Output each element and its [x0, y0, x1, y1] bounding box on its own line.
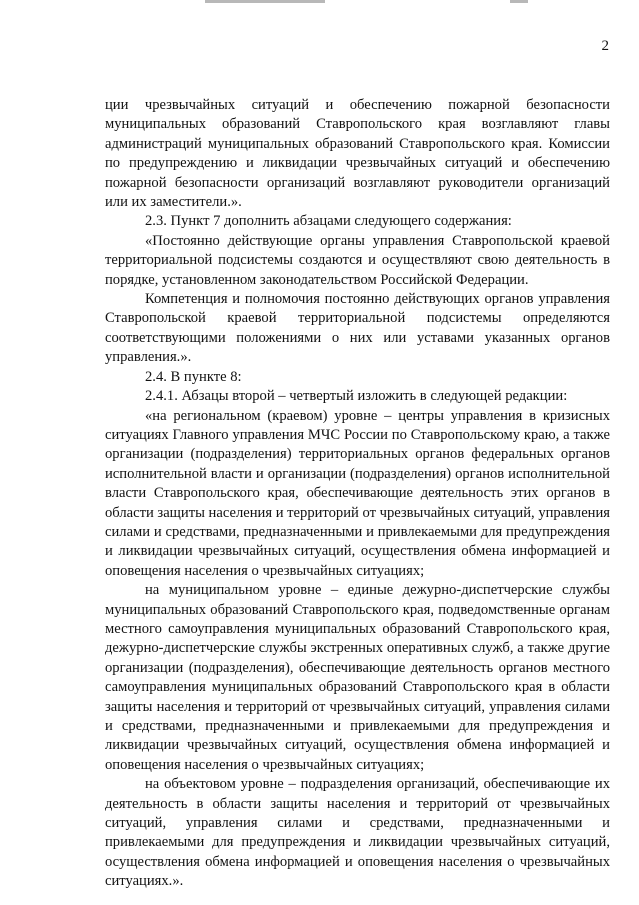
- paragraph-quote-bodies: «Постоянно действующие органы управления Ставропольской краевой территориальной подсистемы создаются и осуществляют свою деятельность в порядке, установленном законодательством Российской Федерации.: [105, 232, 610, 288]
- paragraph-continuation: ции чрезвычайных ситуаций и обеспечению пожарной безопасности муниципальных образований Ставропольского края возглавляют главы администраций муниципальных образований Ставропольского края. Комиссии по предупреждению и ликвидации чрезвычайных ситуаций и обеспечению пожарной безопасности организаций возглавляют руководители организаций или их заместители.».: [105, 97, 610, 211]
- paragraph-municipal-level: на муниципальном уровне – единые дежурно-диспетчерские службы муниципальных образований Ставропольского края, подведомственные органам местного самоуправления муниципальных образований Ставропольского края, дежурно-диспетчерские службы экстренных оперативных служб, а также другие организации (подразделения), обеспечивающие деятельность органов местного самоуправления муниципальных образований Ставропольского края в области защиты населения и территорий от чрезвычайных ситуаций, управления силами и средствами, предназначенными и привлекаемыми для предупреждения и ликвидации чрезвычайных ситуаций, осуществления обмена информацией и оповещения населения о чрезвычайных ситуациях;: [105, 582, 610, 773]
- paragraph-object-level: на объектовом уровне – подразделения организаций, обеспечивающие их деятельность в области защиты населения и территорий от чрезвычайных ситуаций, управления силами и средствами, предназначенными и привлекаемыми для предупреждения и ликвидации чрезвычайных ситуаций, осуществления обмена информацией и оповещения населения о чрезвычайных ситуациях.».: [105, 776, 610, 890]
- scan-artifact-top-right: [510, 0, 528, 3]
- paragraph-competence: Компетенция и полномочия постоянно действующих органов управления Ставропольской краевой территориальной подсистемы определяются соответствующими положениями о них или уставами указанных органов управления.».: [105, 291, 610, 366]
- paragraph-regional-level: «на региональном (краевом) уровне – центры управления в кризисных ситуациях Главного управления МЧС России по Ставропольскому краю, а также организации (подразделения) территориальных органов федеральных органов исполнительной власти и организации (подразделения) органов исполнительной власти Ставропольского края, обеспечивающие деятельность этих органов в области защиты населения и территорий от чрезвычайных ситуаций, управления силами и средствами, предназначенными и привлекаемыми для предупреждения и ликвидации чрезвычайных ситуаций, осуществления обмена информацией и оповещения населения о чрезвычайных ситуациях;: [105, 407, 611, 579]
- document-body: [105, 96, 610, 892]
- page-number: 2: [601, 38, 609, 54]
- paragraph-item-2-4-1: 2.4.1. Абзацы второй – четвертый изложить в следующей редакции:: [145, 388, 568, 405]
- scan-artifact-top: [205, 0, 325, 3]
- paragraph-item-2-3: 2.3. Пункт 7 дополнить абзацами следующего содержания:: [145, 213, 512, 230]
- paragraph-item-2-4: 2.4. В пункте 8:: [145, 368, 242, 385]
